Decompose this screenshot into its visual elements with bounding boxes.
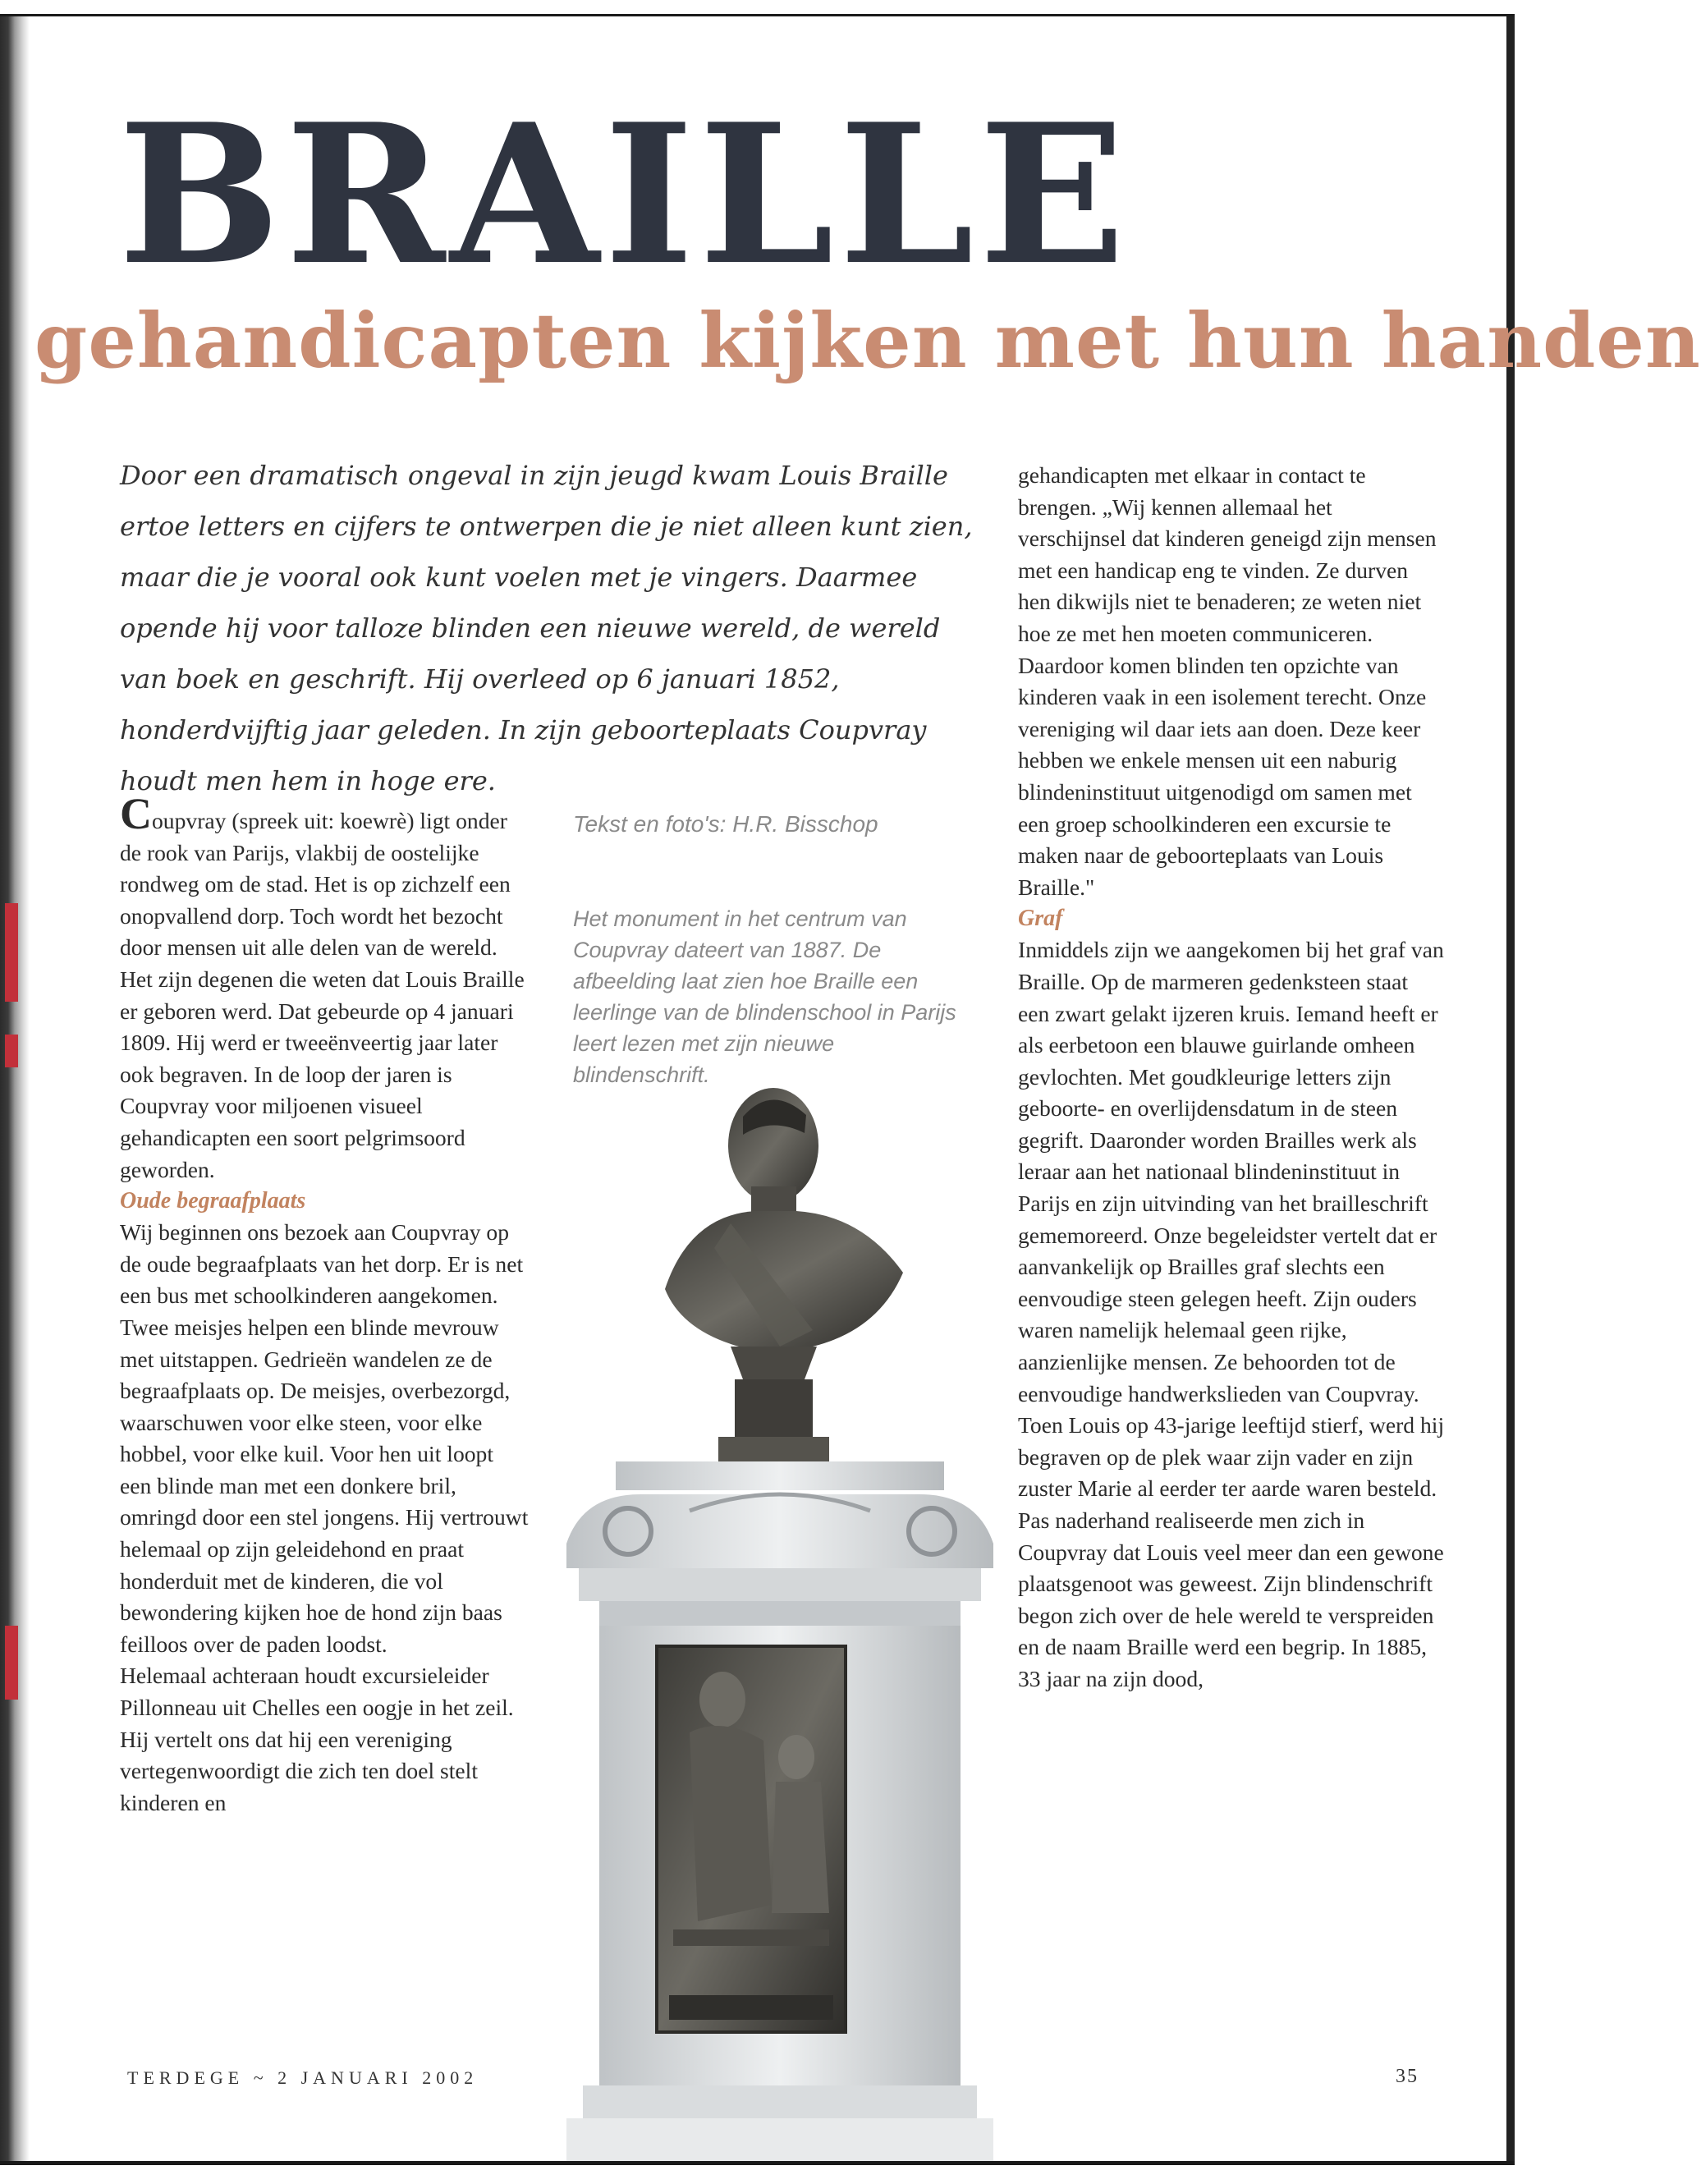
column-left (120, 789, 530, 1819)
body-paragraph (120, 789, 530, 1186)
article-title: BRAILLE (118, 82, 1130, 308)
section-heading-graf: Graf (1018, 906, 1063, 932)
body-paragraph: Helemaal achteraan houdt excursieleider Pillonneau uit Chelles een oogje in het zeil. Hij vertelt ons dat hij een vereniging vertegenwoordigt die zich ten doel stelt kinderen en (120, 1663, 514, 1815)
page-number: 35 (1396, 2066, 1419, 2087)
drop-cap: C (120, 789, 152, 838)
article-subtitle: gehandicapten kijken met hun handen (34, 296, 1701, 385)
paragraph-text: oupvray (spreek uit: koewrè) ligt onder de rook van Parijs, vlakbij de oostelijke rondweg om de stad. Het is op zichzelf een onopvallend dorp. Toch wordt het bezocht door mensen uit alle delen van de wereld. Het zijn degenen die weten dat Louis Braille er geboren werd. Dat gebeurde op 4 januari 1809. Hij werd er tweeënveertig jaar later ook begraven. In de loop der jaren is Coupvray voor miljoenen visueel gehandicapten een soort pelgrimsoord geworden. (120, 808, 525, 1182)
scan-border-top (0, 0, 1515, 16)
author-credit: Tekst en foto's: H.R. Bisschop (573, 811, 878, 837)
section-heading-oude-begraafplaats: Oude begraafplaats (120, 1188, 306, 1214)
footer-magazine-date: TERDEGE ~ 2 JANUARI 2002 (127, 2067, 479, 2088)
scan-border-bottom (0, 2161, 1515, 2184)
red-edge-mark (5, 1626, 18, 1700)
body-paragraph: Inmiddels zijn we aangekomen bij het graf van Braille. Op de marmeren gedenksteen staat een zwart gelakt ijzeren kruis. Iemand heeft er als eerbetoon een blauwe guirlande omheen gevlochten. Met goudkleurige letters zijn geboorte- en overlijdensdatum in de steen gegrift. Daaronder worden Brailles werk als leraar aan het nationaal blindeninstituut in Parijs en zijn uitvinding van het brailleschrift gememoreerd. Onze begeleidster vertelt dat er aanvankelijk op Brailles graf slechts een eenvoudige steen gelegen heeft. Zijn ouders waren namelijk helemaal geen rijke, aanzienlijke mensen. Ze behoorden tot de eenvoudige handwerkslieden van Coupvray. Toen Louis op 43-jarige leeftijd stierf, werd hij begraven op de plek waar zijn vader en zijn zuster Marie al eerder ter aarde waren besteld. Pas naderhand realiseerde men zich in Coupvray dat Louis veel meer dan een gewone plaatsgenoot was geweest. Zijn blindenschrift begon zich over de hele wereld te verspreiden en de naam Braille werd een begrip. In 1885, 33 jaar na zijn dood, (1018, 937, 1445, 1691)
red-edge-mark (5, 1035, 18, 1067)
photo-caption: Het monument in het centrum van Coupvray dateert van 1887. De afbeelding laat zien hoe Braille een leerlinge van de blindenschool in Parijs leert lezen met zijn nieuwe blindenschrift. (573, 906, 956, 1087)
red-edge-mark (5, 903, 18, 1002)
body-paragraph: Wij beginnen ons bezoek aan Coupvray op de oude begraafplaats van het dorp. Er is net een bus met schoolkinderen aangekomen. Twee meisjes helpen een blinde mevrouw met uitstappen. Gedrieën wandelen ze de begraafplaats op. De meisjes, overbezorgd, waarschuwen voor elke steen, voor elke hobbel, voor elke kuil. Voor hen uit loopt een blinde man met een donkere bril, omringd door een stel jongens. Hij vertrouwt helemaal op zijn geleidehond en praat honderduit met de kinderen, die vol bewondering kijken hoe de hond zijn baas feilloos over de paden loodst. (120, 1219, 529, 1657)
body-paragraph: gehandicapten met elkaar in contact te brengen. „Wij kennen allemaal het verschijnsel dat kinderen geneigd zijn mensen met een handicap eng te vinden. Ze durven hen dikwijls niet te benaderen; ze weten niet hoe ze met hen moeten communiceren. Daardoor komen blinden ten opzichte van kinderen vaak in een isolement terecht. Onze vereniging wil daar iets aan doen. Deze keer hebben we enkele mensen uit een naburig blindeninstituut uitgenodigd om samen met een groep schoolkinderen een excursie te maken naar de geboorteplaats van Louis Braille." (1018, 462, 1437, 900)
column-right (1018, 460, 1445, 1695)
monument-photo (566, 1084, 993, 2161)
scan-border-left (0, 16, 30, 2168)
intro-paragraph: Door een dramatisch ongeval in zijn jeugd kwam Louis Braille ertoe letters en cijfers te ontwerpen die je niet alleen kunt zien, maar die je vooral ook kunt voelen met je vingers. Daarmee opende hij voor talloze blinden een nieuwe wereld, de wereld van boek en geschrift. Hij overleed op 6 januari 1852, honderdvijftig jaar geleden. In zijn geboorteplaats Coupvray houdt men hem in hoge ere. (120, 460, 973, 796)
